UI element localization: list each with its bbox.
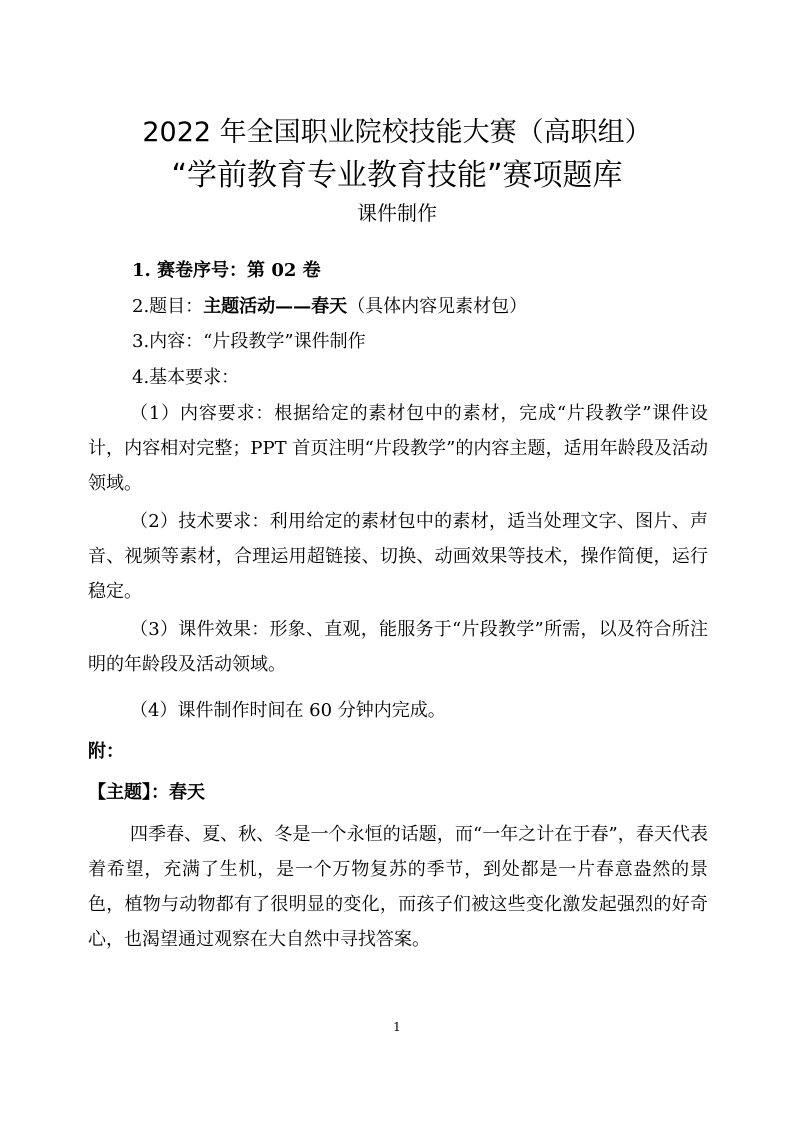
- theme-heading: 【主题】：春天: [88, 782, 205, 803]
- item-topic-suffix: （具体内容见素材包）: [347, 296, 528, 317]
- item-topic-title: 主题活动——春天: [203, 296, 348, 317]
- item-requirements-heading: 4.基本要求：: [132, 367, 240, 388]
- document-title-line2: “学前教育专业教育技能”赛项题库: [171, 158, 623, 193]
- document-title-line1: 2022 年全国职业院校技能大赛（高职组）: [142, 117, 652, 148]
- item-content: 3.内容：“片段教学”课件制作: [132, 331, 366, 352]
- item-topic: [132, 292, 527, 318]
- requirement-technical: （2）技术要求：利用给定的素材包中的素材，适当处理文字、图片、声音、视频等素材，合理运用超链接、切换、动画效果等技术，操作简便，运行稳定。: [88, 511, 708, 602]
- requirement-content: （1）内容要求：根据给定的素材包中的素材，完成“片段教学”课件设计，内容相对完整；PPT 首页注明“片段教学”的内容主题，适用年龄段及活动领域。: [88, 403, 708, 494]
- item-paper-number: 1. 赛卷序号：第 02 卷: [132, 260, 321, 281]
- theme-body: 四季春、夏、秋、冬是一个永恒的话题，而“一年之计在于春”，春天代表着希望，充满了生机，是一个万物复苏的季节，到处都是一片春意盎然的景色，植物与动物都有了很明显的变化，而孩子们被这些变化激发起强烈的好奇心，也渴望通过观察在大自然中寻找答案。: [88, 824, 708, 950]
- item-topic-prefix: 2.题目：: [132, 296, 204, 317]
- appendix-label: 附：: [88, 741, 124, 762]
- page-number: 1: [393, 1020, 401, 1034]
- requirement-effect: （3）课件效果：形象、直观，能服务于“片段教学”所需，以及符合所注明的年龄段及活动领域。: [88, 619, 708, 675]
- requirement-time: （4）课件制作时间在 60 分钟内完成。: [130, 700, 446, 721]
- document-subtitle: 课件制作: [357, 201, 437, 225]
